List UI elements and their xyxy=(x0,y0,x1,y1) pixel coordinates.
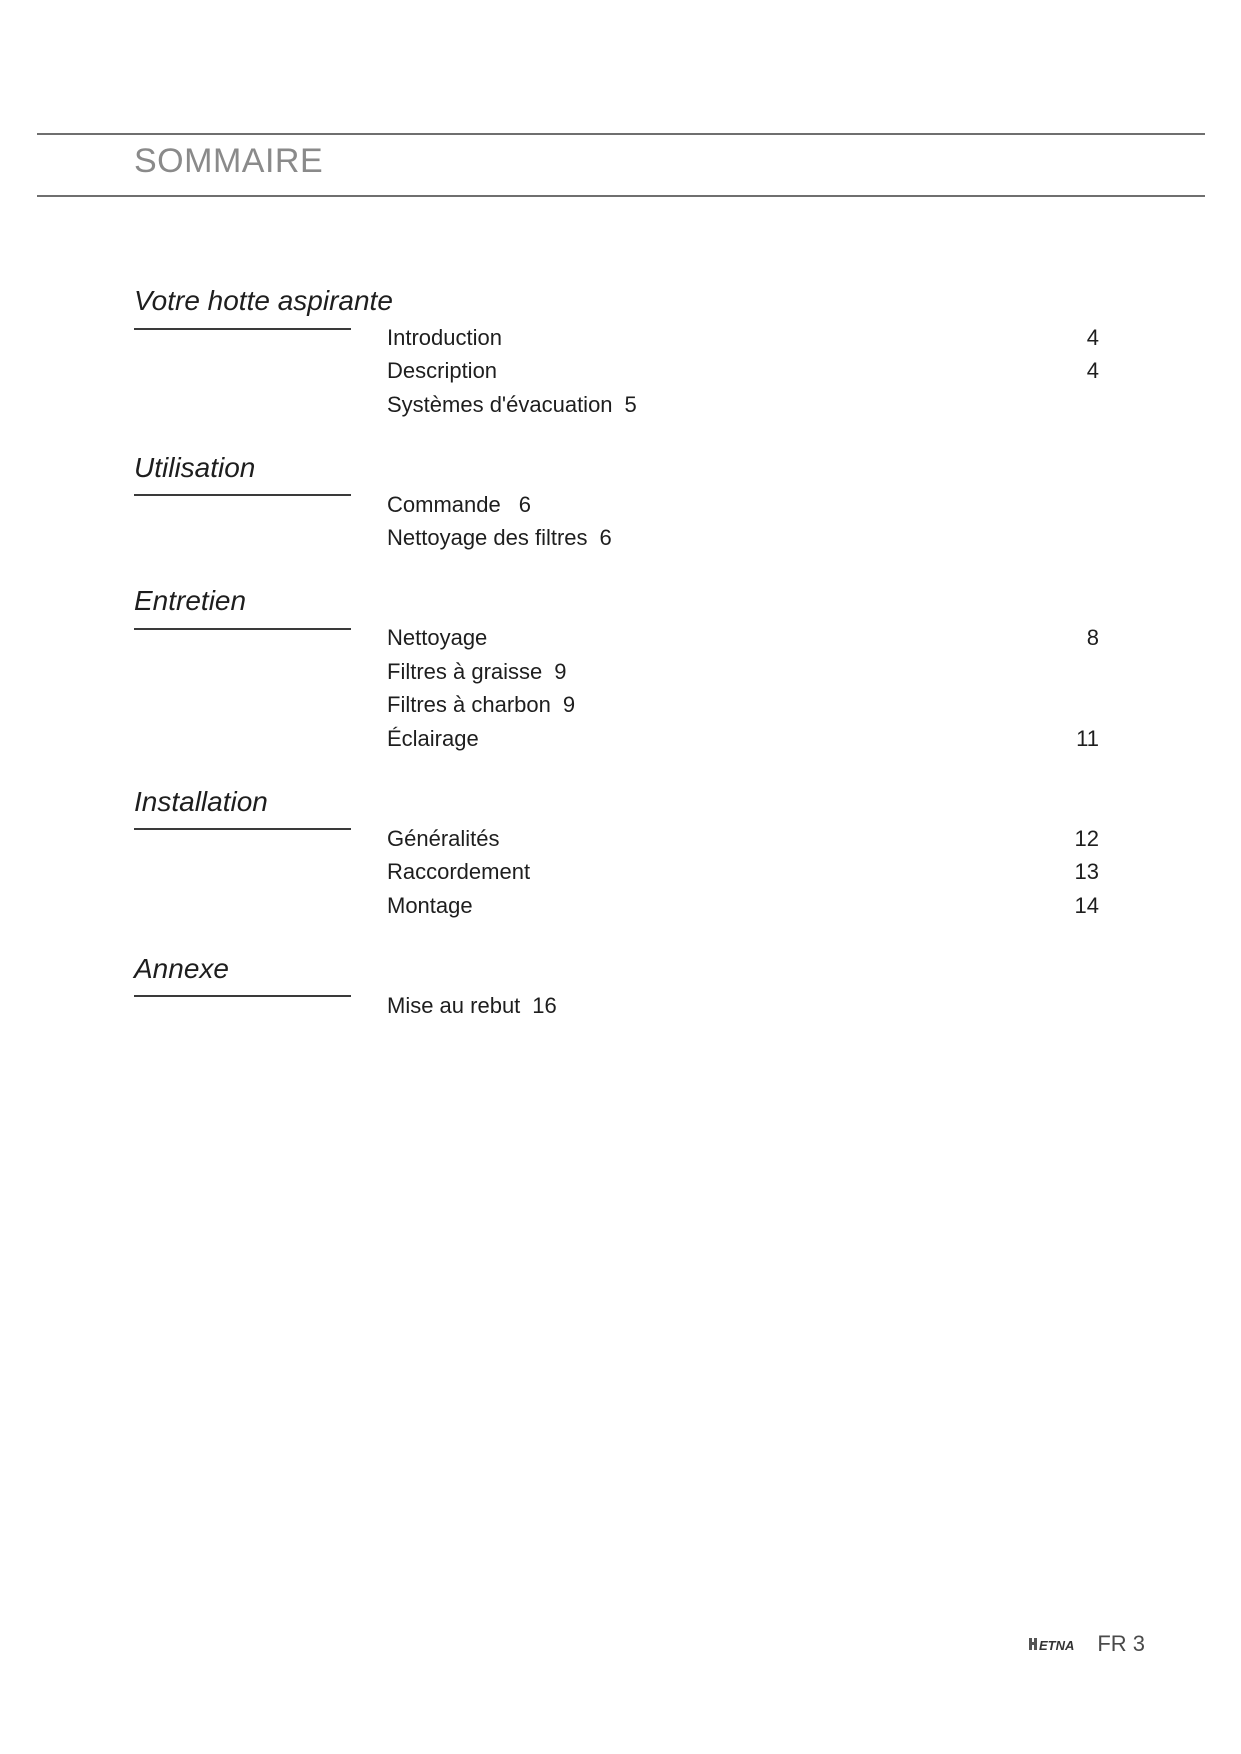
toc-entry-mise-au-rebut[interactable] xyxy=(387,989,557,1022)
section-heading: Votre hotte aspirante xyxy=(134,285,393,316)
etna-logo-icon xyxy=(1029,1633,1083,1655)
page-number: FR 3 xyxy=(1097,1631,1145,1656)
toc-entry-page: 6 xyxy=(599,525,612,550)
toc-entry-page: 9 xyxy=(562,692,576,717)
section-heading: Entretien xyxy=(134,585,247,616)
toc-entry-label: Description xyxy=(387,358,498,383)
section-rule xyxy=(134,494,351,496)
svg-text:ETNA: ETNA xyxy=(1039,1638,1075,1653)
toc-entry-systemes-evacuation[interactable] xyxy=(387,388,637,421)
section-heading: Utilisation xyxy=(134,452,256,483)
page-footer xyxy=(1029,1628,1145,1660)
toc-entry-filtres-charbon[interactable] xyxy=(387,688,575,721)
toc-entry-label: Nettoyage xyxy=(387,625,488,650)
toc-entry-filtres-graisse[interactable] xyxy=(387,655,567,688)
toc-entry-montage[interactable] xyxy=(387,889,473,922)
toc-entry-page: 5 xyxy=(624,392,637,417)
section-heading: Annexe xyxy=(134,953,229,984)
section-rule xyxy=(134,828,351,830)
toc-entry-label: Généralités xyxy=(387,826,500,851)
toc-entry-nettoyage-filtres[interactable] xyxy=(387,521,612,554)
section-rule xyxy=(134,995,351,997)
toc-entry-label: Montage xyxy=(387,893,473,918)
toc-entry-label: Nettoyage des filtres xyxy=(387,525,588,550)
toc-entry-label: Éclairage xyxy=(387,726,479,751)
toc-entry-label: Raccordement xyxy=(387,859,531,884)
section-rule xyxy=(134,328,351,330)
toc-entry-raccordement[interactable] xyxy=(387,855,530,888)
page-title: SOMMAIRE xyxy=(134,142,324,180)
toc-entry-description[interactable] xyxy=(387,354,497,387)
toc-entry-page: 12 xyxy=(1074,826,1099,851)
header-bottom-rule xyxy=(37,195,1205,197)
toc-entry-label: Introduction xyxy=(387,325,502,350)
toc-entry-page: 8 xyxy=(1086,625,1099,650)
section-rule xyxy=(134,628,351,630)
toc-entry-commande[interactable] xyxy=(387,488,531,521)
header-top-rule xyxy=(37,133,1205,135)
toc-entry-eclairage[interactable] xyxy=(387,722,479,755)
section-heading: Installation xyxy=(134,786,268,817)
toc-entry-introduction[interactable] xyxy=(387,321,502,354)
toc-entry-page: 14 xyxy=(1074,893,1099,918)
toc-entry-label: Filtres à graisse xyxy=(387,659,543,684)
toc-entry-page: 4 xyxy=(1086,358,1099,383)
toc-entry-generalites[interactable] xyxy=(387,822,500,855)
toc-entry-page: 9 xyxy=(554,659,567,684)
toc-entry-page: 6 xyxy=(518,492,531,517)
toc-entry-label: Systèmes d'évacuation xyxy=(387,392,613,417)
toc-entry-page: 11 xyxy=(1076,726,1099,751)
toc-entry-label: Filtres à charbon xyxy=(387,692,551,717)
toc-entry-label: Commande xyxy=(387,492,501,517)
toc-entry-page: 13 xyxy=(1074,859,1099,884)
toc-entry-page: 16 xyxy=(532,993,557,1018)
toc-entry-page: 4 xyxy=(1086,325,1099,350)
toc-entry-label: Mise au rebut xyxy=(387,993,521,1018)
toc-entry-nettoyage[interactable] xyxy=(387,621,487,654)
